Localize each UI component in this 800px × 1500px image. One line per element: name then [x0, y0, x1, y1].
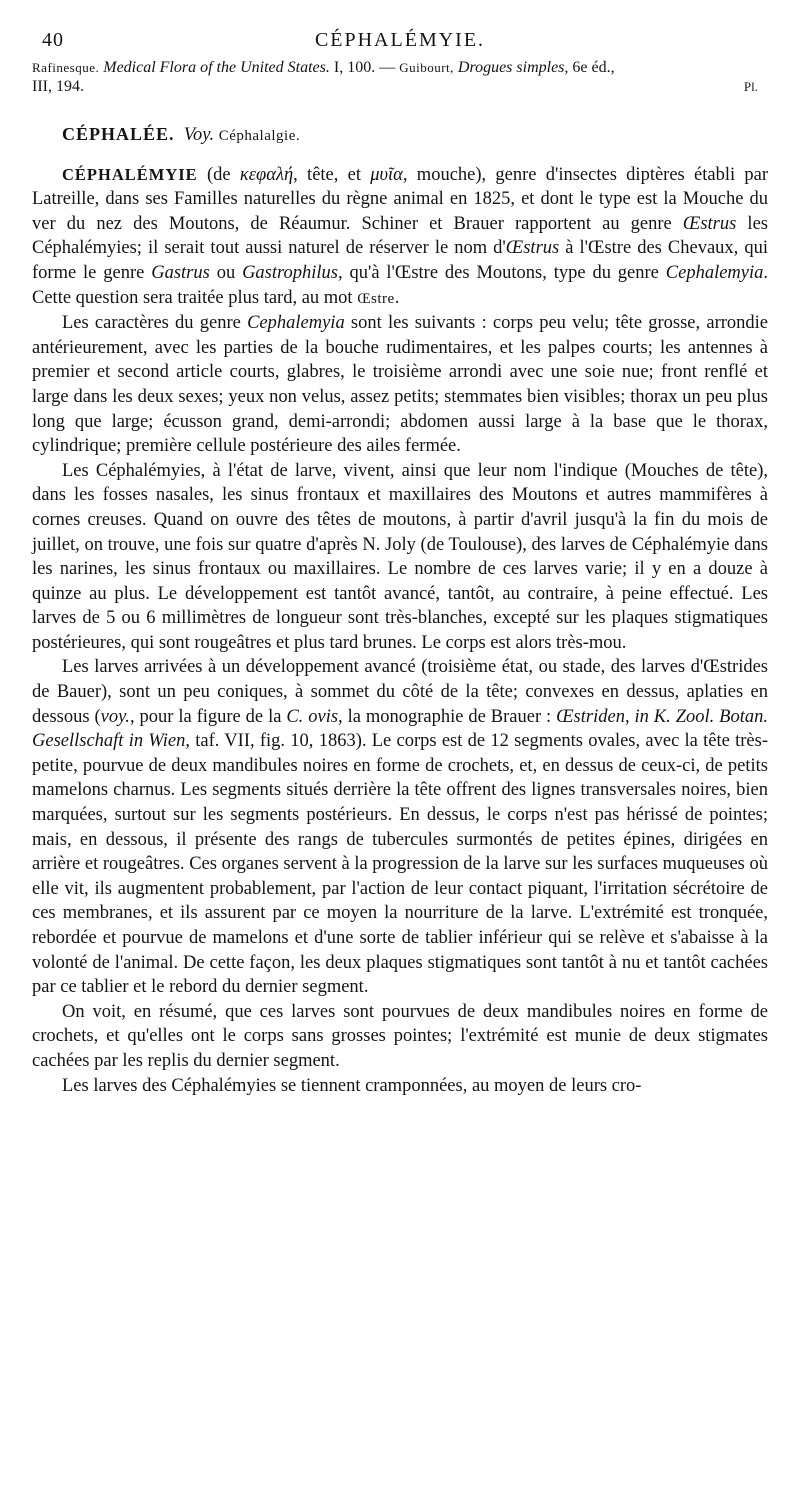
entry-paragraph-2 — [32, 311, 768, 459]
entry-paragraph-6: Les larves des Céphalémyies se tiennent cramponnées, au moyen de leurs cro- — [62, 1075, 642, 1096]
greek-word: μυῖα — [370, 164, 403, 185]
running-title: CÉPHALÉMYIE. — [314, 29, 486, 51]
running-head — [32, 28, 768, 58]
italic-run: in K. Zool. Botan. Gesellschaft in Wien — [32, 706, 768, 752]
text-run: (de — [197, 164, 240, 185]
text-run: , — [624, 706, 635, 727]
ref-work-medical-flora: Medical Flora of the United States. — [103, 59, 330, 76]
ref-author-guibourt: Guibourt, — [399, 60, 454, 75]
taxon-name: Œstrus — [505, 238, 560, 259]
entry-paragraph-4 — [32, 655, 768, 999]
text-run: sont les suivants : corps peu velu; tête grosse, arrondie antérieurement, avec les parties de la bouche rudimentaires, et les palpes courts; les antennes à premier et second article courts, glabres, le troisième arrondi avec une soie nue; front renflé et large dans les deux sexes; yeux non velus, assez petits; stemmates bien visibles; thorax un peu plus long que large; écusson grand, demi-arrondi; abdomen aussi large à la base que le thorax, cylindrique; première cellule postérieure des ailes fermée. — [32, 313, 768, 457]
italic-run: Œstriden — [556, 706, 625, 727]
bibliographic-references — [32, 58, 768, 96]
text-run: Les caractères du genre — [62, 313, 248, 334]
text-run: les Céphalémyies; il serait tout aussi naturel de réserver le nom d' — [32, 213, 768, 259]
headword-cephalemyie: CÉPHALÉMYIE — [62, 164, 198, 184]
entry-cephalee — [62, 122, 768, 149]
text-run: , pour la figure de la — [129, 706, 287, 727]
text-run: , tête, et — [293, 164, 371, 185]
greek-word: κεφαλή — [239, 164, 294, 185]
text-run: Les larves arrivées à un développement avancé (troisième état, ou stade, des larves d'Œstrides de Bauer), sont un peu coniques, à sommet du côté de la tête; convexes en dessus, aplaties en dessous ( — [32, 657, 768, 727]
small-caps-xref: Œstre — [357, 290, 395, 307]
ref-work-drogues-simples: Drogues simples, — [457, 59, 569, 76]
ref-citation-1: I, 100. — — [333, 59, 396, 76]
text-run: ou — [209, 262, 243, 283]
taxon-name: Cephalemyia — [247, 313, 345, 334]
ref-citation-2: 6e éd., — [572, 59, 615, 76]
text-run: . — [394, 287, 400, 308]
ref-citation-3: III, 194. — [32, 78, 84, 95]
taxon-name: C. ovis — [286, 706, 339, 727]
page-number: 40 — [42, 29, 64, 51]
taxon-name: Cephalemyia — [665, 262, 764, 283]
dictionary-page — [32, 28, 768, 1098]
cross-reference: Céphalalgie. — [218, 128, 301, 144]
italic-run: voy. — [100, 706, 130, 727]
ref-author-rafinesque: Rafinesque. — [32, 60, 100, 75]
text-run: à l'Œstre des Chevaux, qui forme le genre — [32, 238, 768, 283]
entry-paragraph-3: Les Céphalémyies, à l'état de larve, vivent, ainsi que leur nom l'indique (Mouches de tête), dans les fosses nasales, les sinus frontaux et maxillaires des Moutons et autres mammifères à cornes creuses. Quand on ouvre des têtes de moutons, à partir d'avril jusqu'à la fin du mois de juillet, on trouve, une fois sur quatre d'après N. Joly (de Toulouse), des larves de Céphalémyie dans les narines, les sinus frontaux ou maxillaires. Le nombre de ces larves varie; il y en a douze à quinze au plus. Le développement est tantôt avancé, tantôt, au contraire, à peine effectué. Les larves de 5 ou 6 millimètres de longueur sont très-blanches, excepté sur les plaques stigmatiques postérieures, qui sont rougeâtres et plus tard brunes. Le corps est alors très-mou. — [32, 460, 768, 653]
ref-plate-tag: Pl. — [743, 79, 758, 94]
text-run: , mouche), genre d'insectes diptères établi par Latreille, dans ses Familles naturelles du règne animal en 1825, et dont le type est la Mouche du ver du nez des Moutons, de Réaumur. Schiner et Brauer rapportent au genre — [32, 164, 768, 234]
headword-cephalee: CÉPHALÉE. — [62, 124, 175, 144]
entry-paragraph-1 — [32, 163, 768, 312]
voy-label: Voy. — [183, 125, 215, 145]
text-run: . Cette question sera traitée plus tard, au mot — [32, 262, 769, 308]
text-run: , taf. VII, fig. 10, 1863). Le corps est de 12 segments ovales, avec la tête très-petite, pourvue de deux mandibules noires en forme de crochets, et, en dessus de ceux-ci, de petits mamelons charnus. Les segments situés derrière la tête offrent des lignes transversales noires, bien marquées, surtout sur les segments postérieurs. En dessus, le corps n'est pas hérissé de pointes; mais, en dessous, il présente des rangs de tubercules surmontés de petites épines, dirigées en arrière et rougeâtres. Ces organes servent à la progression de la larve sur les surfaces muqueuses où elle vit, ils augmentent probablement, par l'action de leur contact piquant, l'irritation sécrétoire de ces membranes, et ils assurent par ce moyen la nourriture de la larve. L'extrémité est tronquée, rebordée et pourvue de mamelons et d'une sorte de tablier inférieur qui se relève et s'abaisse à la volonté de l'animal. De cette façon, les deux plaques stigmatiques sont tantôt à nu et tantôt cachées par ce tablier et le rebord du dernier segment. — [32, 731, 768, 998]
taxon-name: Œstrus — [682, 213, 737, 234]
text-run: , qu'à l'Œstre des Moutons, type du genre — [338, 262, 666, 283]
taxon-name: Gastrophilus — [242, 262, 339, 283]
text-run: , la monographie de Brauer : — [338, 706, 557, 727]
entry-paragraph-5: On voit, en résumé, que ces larves sont pourvues de deux mandibules noires en forme de crochets, et qu'elles ont le corps sans grosses pointes; l'extrémité est munie de deux stigmates cachées par les replis du dernier segment. — [32, 1001, 768, 1071]
taxon-name: Gastrus — [151, 262, 210, 283]
